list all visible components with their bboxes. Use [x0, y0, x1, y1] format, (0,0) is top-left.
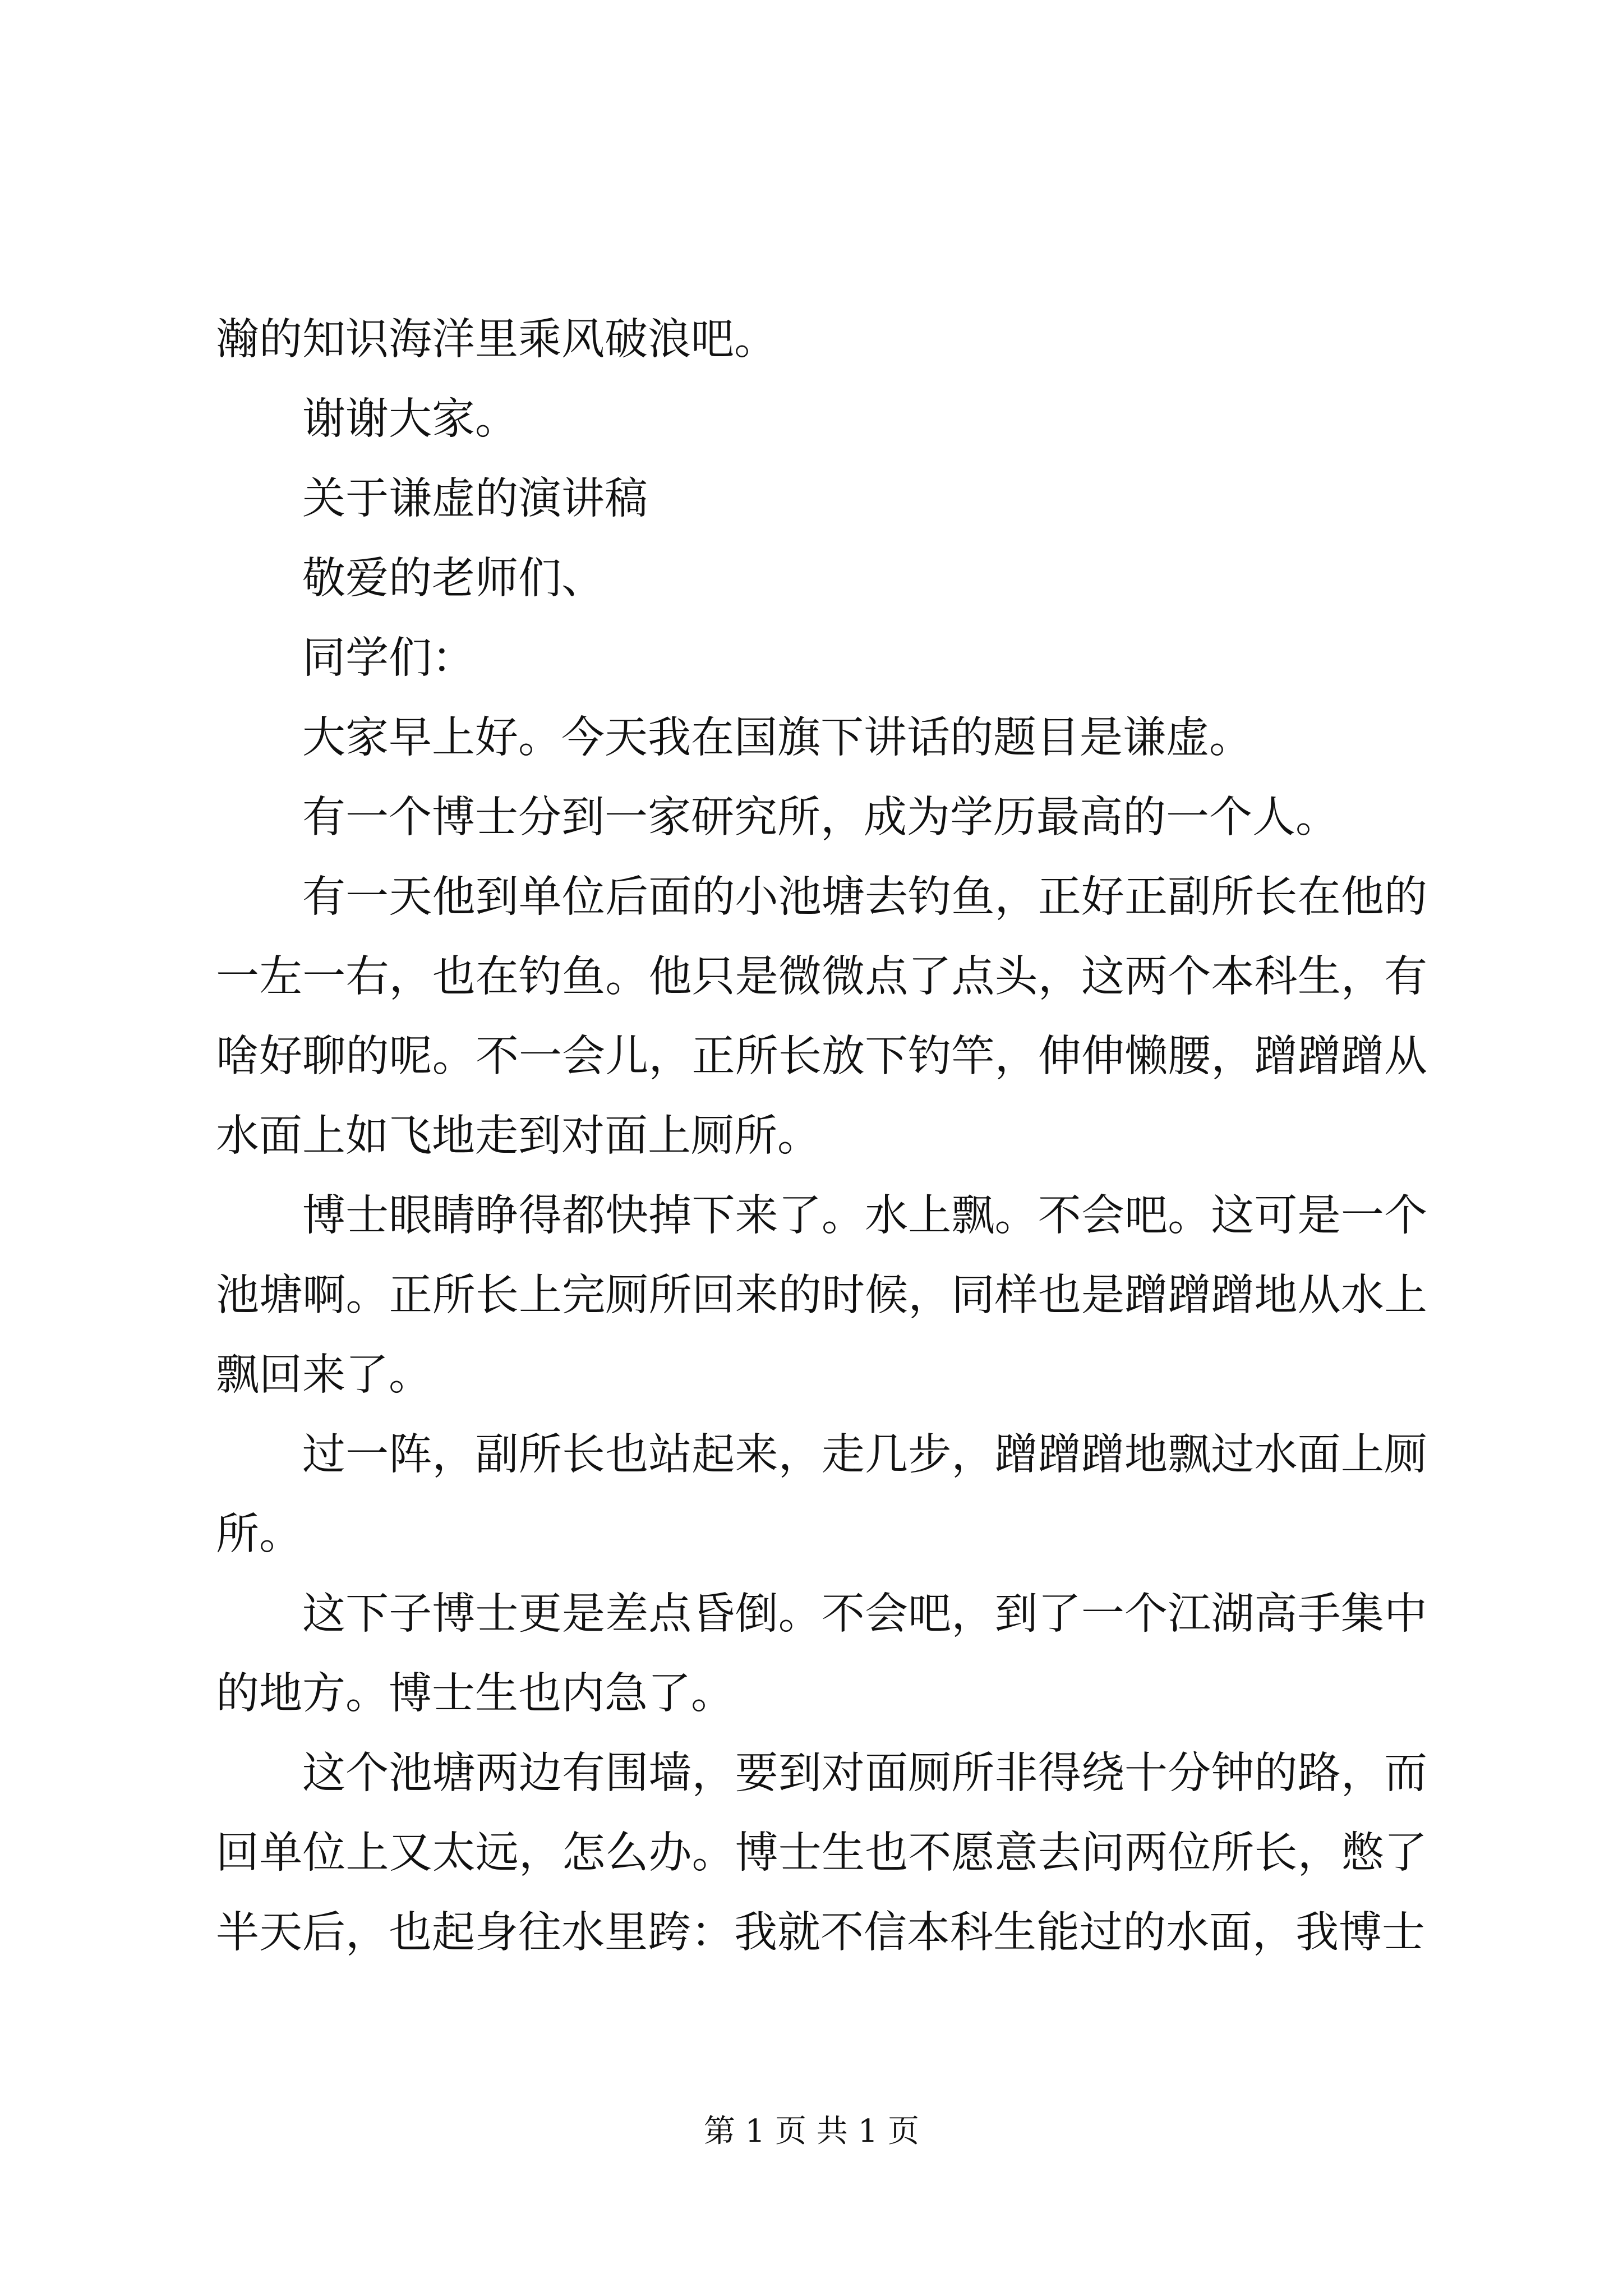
document-body — [216, 300, 1427, 1973]
paragraph: 关于谦虚的演讲稿 — [302, 474, 648, 524]
paragraph: 大家早上好。今天我在国旗下讲话的题目是谦虚。 — [302, 713, 1252, 763]
paragraph: 瀚的知识海洋里乘风破浪吧。 — [216, 315, 777, 365]
page-footer: 第 1 页 共 1 页 — [703, 2113, 920, 2150]
paragraph: 敬爱的老师们、 — [302, 554, 605, 604]
paragraph: 博士眼睛睁得都快掉下来了。水上飘。不会吧。这可是一个池塘啊。正所长上完厕所回来的时候，同样也是蹭蹭蹭地从水上飘回来了。 — [216, 1191, 1427, 1400]
paragraph: 过一阵，副所长也站起来，走几步，蹭蹭蹭地飘过水面上厕所。 — [216, 1430, 1427, 1559]
paragraph: 这下子博士更是差点昏倒。不会吧，到了一个江湖高手集中的地方。博士生也内急了。 — [216, 1589, 1427, 1719]
paragraph: 同学们： — [302, 633, 475, 683]
paragraph: 有一个博士分到一家研究所，成为学历最高的一个人。 — [302, 793, 1339, 843]
paragraph: 这个池塘两边有围墙，要到对面厕所非得绕十分钟的路，而回单位上又太远，怎么办。博士生也不愿意去问两位所长，憋了半天后，也起身往水里跨：我就不信本科生能过的水面，我博士 — [216, 1749, 1427, 1958]
paragraph: 谢谢大家。 — [302, 394, 518, 444]
paragraph: 有一天他到单位后面的小池塘去钓鱼，正好正副所长在他的一左一右，也在钓鱼。他只是微微点了点头，这两个本科生，有啥好聊的呢。不一会儿，正所长放下钓竿，伸伸懒腰，蹭蹭蹭从水面上如飞地走到对面上厕所。 — [216, 872, 1427, 1161]
